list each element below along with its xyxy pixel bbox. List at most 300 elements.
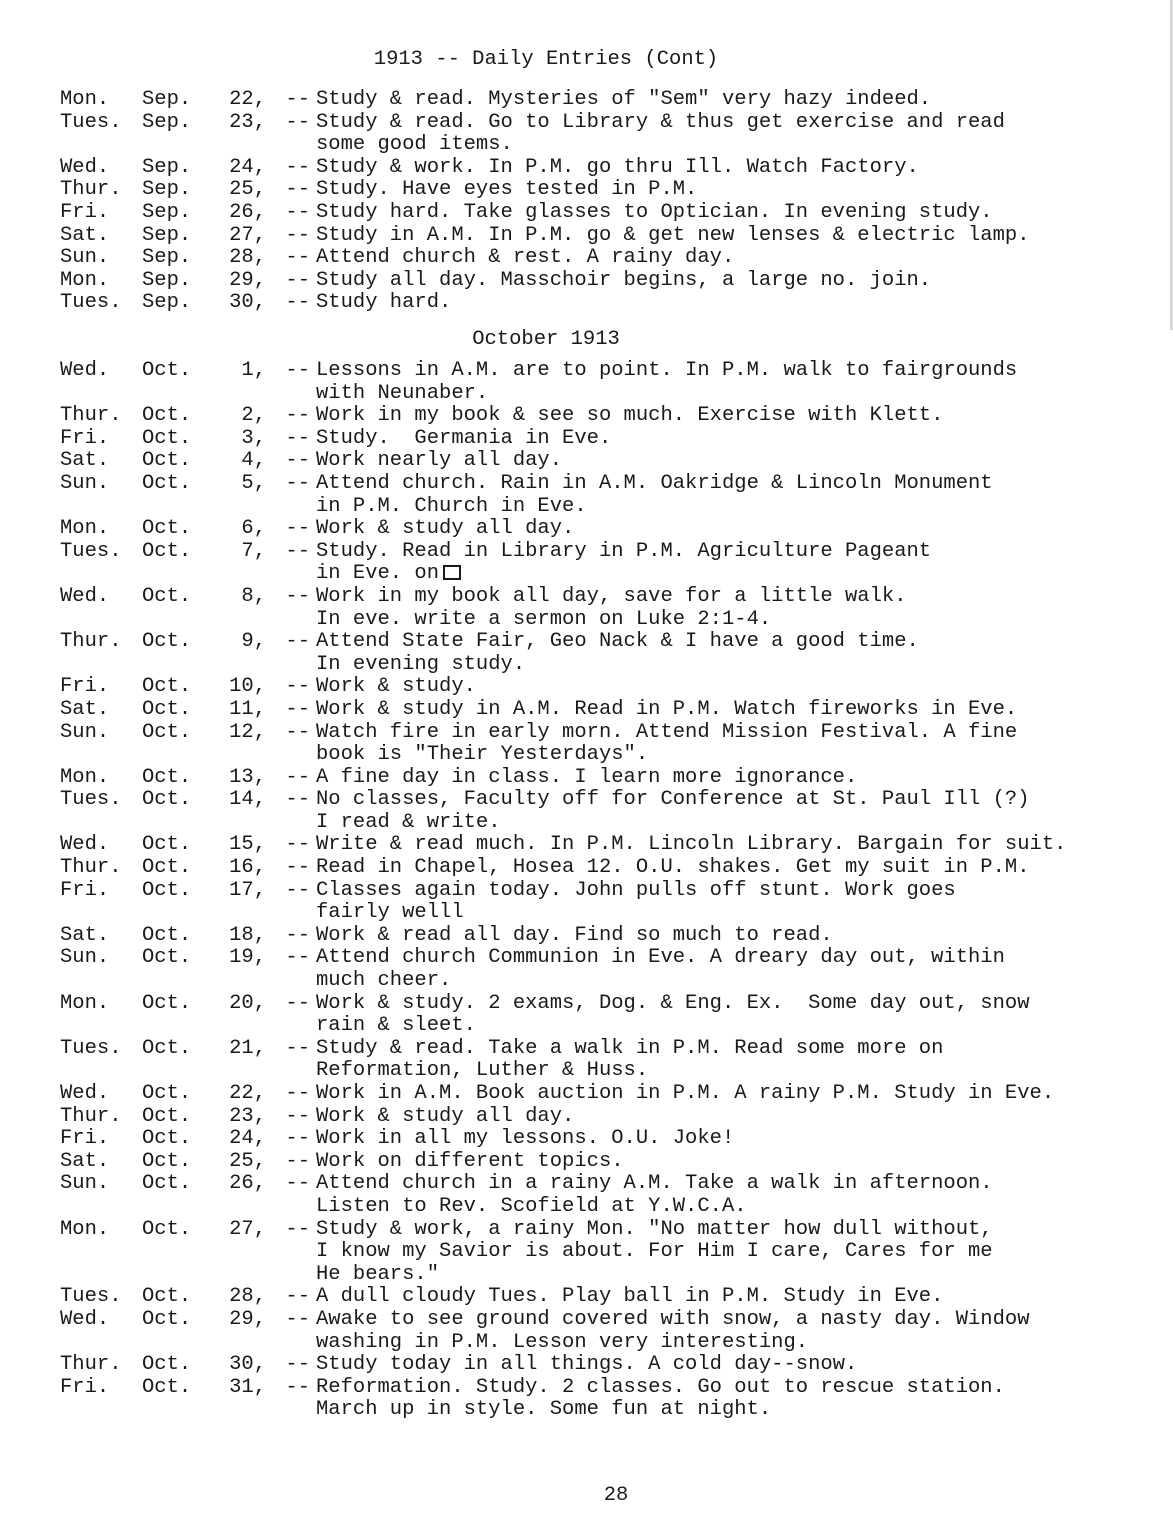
- entry-weekday: Tues.: [60, 1036, 122, 1060]
- entry-line: [316, 1332, 1160, 1355]
- entry-text: [316, 1286, 1160, 1309]
- entry-weekday: Wed.: [60, 833, 110, 857]
- entry-line: [316, 744, 1160, 767]
- entry-weekday: Sun.: [60, 1172, 110, 1196]
- entry-line: [316, 89, 1160, 112]
- entry-line: [316, 631, 1160, 654]
- entry-line: [316, 1106, 1160, 1129]
- diary-entry: [60, 857, 1160, 880]
- entry-weekday: Mon.: [60, 268, 110, 292]
- entry-date: 4,: [241, 449, 266, 473]
- diary-entry: [60, 993, 1160, 1038]
- diary-entry: [60, 518, 1160, 541]
- entry-text: [316, 699, 1160, 722]
- entry-separator: --: [285, 1353, 310, 1377]
- entry-month: Oct.: [142, 1375, 192, 1399]
- entry-line: [316, 157, 1160, 180]
- diary-entry: [60, 1038, 1160, 1083]
- entry-weekday: Mon.: [60, 765, 110, 789]
- entry-weekday: Thur.: [60, 1104, 122, 1128]
- entry-text: [316, 925, 1160, 948]
- diary-entry: [60, 541, 1160, 586]
- entry-month: Oct.: [142, 584, 192, 608]
- diary-entry: [60, 360, 1160, 405]
- entry-line: [316, 1128, 1160, 1151]
- entry-line-text: washing in P.M. Lesson very interesting.: [316, 1330, 809, 1354]
- entry-month: Sep.: [142, 200, 192, 224]
- entry-separator: --: [285, 833, 310, 857]
- september-entries: [60, 89, 1160, 315]
- entry-line-text: Work in my book & see so much. Exercise with Klett.: [316, 404, 944, 428]
- diary-entry: [60, 112, 1160, 157]
- entry-line: [316, 880, 1160, 903]
- entry-line-text: rain & sleet.: [316, 1014, 476, 1038]
- entry-line-text: Study & work, a rainy Mon. "No matter how dull without,: [316, 1217, 993, 1241]
- diary-entry: [60, 676, 1160, 699]
- entry-line: [316, 1083, 1160, 1106]
- entry-line: [316, 722, 1160, 745]
- entry-text: [316, 450, 1160, 473]
- entry-weekday: Fri.: [60, 675, 110, 699]
- entry-month: Oct.: [142, 1172, 192, 1196]
- entry-separator: --: [285, 223, 310, 247]
- entry-line: [316, 1264, 1160, 1287]
- page-heading: 1913 -- Daily Entries (Cont): [373, 48, 719, 71]
- entry-separator: --: [285, 291, 310, 315]
- entry-line: [316, 654, 1160, 677]
- entry-date: 9,: [241, 630, 266, 654]
- entry-month: Oct.: [142, 630, 192, 654]
- entry-weekday: Wed.: [60, 359, 110, 382]
- entry-text: [316, 993, 1160, 1038]
- entry-separator: --: [285, 1217, 310, 1241]
- entry-line: [316, 541, 1160, 564]
- diary-entry: [60, 270, 1160, 293]
- entry-line-text: in P.M. Church in Eve.: [316, 494, 587, 518]
- entry-separator: --: [285, 697, 310, 721]
- entry-separator: --: [285, 630, 310, 654]
- entry-line-text: Study. Have eyes tested in P.M.: [316, 178, 698, 202]
- entry-separator: --: [285, 584, 310, 608]
- entry-month: Oct.: [142, 1036, 192, 1060]
- diary-entry: [60, 1286, 1160, 1309]
- diary-entry: [60, 767, 1160, 790]
- entry-weekday: Mon.: [60, 991, 110, 1015]
- entry-text: [316, 1377, 1160, 1422]
- entry-line-text: In evening study.: [316, 652, 526, 676]
- entry-text: [316, 834, 1160, 857]
- diary-entry: [60, 699, 1160, 722]
- entry-line-text: Study in A.M. In P.M. go & get new lenses & electric lamp.: [316, 223, 1030, 247]
- entry-text: [316, 247, 1160, 270]
- diary-entry: [60, 1173, 1160, 1218]
- entry-line: [316, 383, 1160, 406]
- entry-month: Oct.: [142, 856, 192, 880]
- entry-separator: --: [285, 517, 310, 541]
- entry-date: 5,: [241, 471, 266, 495]
- entry-weekday: Fri.: [60, 1375, 110, 1399]
- entry-line: [316, 360, 1160, 383]
- entry-line-text: in Eve. on: [316, 562, 440, 586]
- entry-line-text: Work & study in A.M. Read in P.M. Watch fireworks in Eve.: [316, 697, 1018, 721]
- diary-entry: [60, 1309, 1160, 1354]
- entry-separator: --: [285, 1127, 310, 1151]
- entry-line-text: He bears.": [316, 1262, 440, 1286]
- entry-date: 30,: [229, 291, 266, 315]
- entry-line: [316, 134, 1160, 157]
- entry-text: [316, 225, 1160, 248]
- hand-drawn-box-icon: [443, 565, 461, 580]
- entry-text: [316, 586, 1160, 631]
- entry-date: 18,: [229, 923, 266, 947]
- entry-weekday: Wed.: [60, 155, 110, 179]
- diary-entry: [60, 428, 1160, 451]
- entry-month: Sep.: [142, 155, 192, 179]
- entry-separator: --: [285, 1082, 310, 1105]
- entry-line-text: Study. Read in Library in P.M. Agriculture Pageant: [316, 539, 932, 563]
- entry-line: [316, 450, 1160, 473]
- entry-weekday: Thur.: [60, 1353, 122, 1377]
- entry-line-text: Work in all my lessons. O.U. Joke!: [316, 1127, 735, 1151]
- entry-line: [316, 428, 1160, 451]
- entry-line-text: Study & work. In P.M. go thru Ill. Watch Factory.: [316, 155, 919, 179]
- entry-line: [316, 1015, 1160, 1038]
- entry-weekday: Sun.: [60, 720, 110, 744]
- diary-entry: [60, 586, 1160, 631]
- diary-entry: [60, 722, 1160, 767]
- entry-text: [316, 428, 1160, 451]
- entry-line-text: Work on different topics.: [316, 1149, 624, 1173]
- entry-line: [316, 834, 1160, 857]
- entry-month: Oct.: [142, 833, 192, 857]
- entry-line-text: Attend State Fair, Geo Nack & I have a good time.: [316, 630, 919, 654]
- entry-line: [316, 270, 1160, 293]
- entry-line: [316, 1399, 1160, 1422]
- october-entries: [60, 360, 1160, 1422]
- entry-date: 26,: [229, 200, 266, 224]
- entry-line: [316, 902, 1160, 925]
- entry-line: [316, 202, 1160, 225]
- entry-date: 30,: [229, 1353, 266, 1377]
- entry-weekday: Tues.: [60, 291, 122, 315]
- entry-line-text: book is "Their Yesterdays".: [316, 743, 649, 767]
- entry-separator: --: [285, 268, 310, 292]
- entry-weekday: Sun.: [60, 946, 110, 970]
- entry-line: [316, 1038, 1160, 1061]
- entry-line: [316, 925, 1160, 948]
- diary-entry: [60, 179, 1160, 202]
- entry-month: Oct.: [142, 426, 192, 450]
- entry-text: [316, 880, 1160, 925]
- entry-line-text: A fine day in class. I learn more ignorance.: [316, 765, 858, 789]
- entry-month: Oct.: [142, 1104, 192, 1128]
- diary-entry: [60, 1377, 1160, 1422]
- entry-line: [316, 518, 1160, 541]
- entry-line: [316, 1354, 1160, 1377]
- entry-date: 20,: [229, 991, 266, 1015]
- entry-text: [316, 1038, 1160, 1083]
- entry-separator: --: [285, 178, 310, 202]
- entry-line-text: Write & read much. In P.M. Lincoln Library. Bargain for suit.: [316, 833, 1067, 857]
- entry-line: [316, 292, 1160, 315]
- entry-text: [316, 947, 1160, 992]
- entry-text: [316, 857, 1160, 880]
- entry-line-text: Work & study.: [316, 675, 476, 699]
- entry-line: [316, 247, 1160, 270]
- entry-line-text: Study hard. Take glasses to Optician. In evening study.: [316, 200, 993, 224]
- entry-line: [316, 1241, 1160, 1264]
- entry-date: 25,: [229, 178, 266, 202]
- diary-entry: [60, 247, 1160, 270]
- entry-line-text: Work & study. 2 exams, Dog. & Eng. Ex. Some day out, snow: [316, 991, 1030, 1015]
- entry-line-text: Work nearly all day.: [316, 449, 563, 473]
- entry-line: [316, 767, 1160, 790]
- entry-line-text: Attend church in a rainy A.M. Take a walk in afternoon.: [316, 1172, 993, 1196]
- entry-line-text: Work in A.M. Book auction in P.M. A rainy P.M. Study in Eve.: [316, 1082, 1055, 1105]
- entry-line-text: I read & write.: [316, 810, 501, 834]
- entry-line: [316, 586, 1160, 609]
- entry-line-text: Attend church & rest. A rainy day.: [316, 246, 735, 270]
- entry-month: Oct.: [142, 471, 192, 495]
- entry-text: [316, 1219, 1160, 1287]
- entry-separator: --: [285, 788, 310, 812]
- entry-line: [316, 812, 1160, 835]
- entry-weekday: Sat.: [60, 449, 110, 473]
- entry-separator: --: [285, 991, 310, 1015]
- entry-line: [316, 1196, 1160, 1219]
- entry-month: Oct.: [142, 720, 192, 744]
- entry-line: [316, 1219, 1160, 1242]
- entry-month: Oct.: [142, 675, 192, 699]
- entry-text: [316, 360, 1160, 405]
- entry-date: 23,: [229, 110, 266, 134]
- entry-date: 17,: [229, 878, 266, 902]
- entry-weekday: Thur.: [60, 630, 122, 654]
- diary-entry: [60, 89, 1160, 112]
- entry-date: 22,: [229, 88, 266, 111]
- entry-line-text: Reformation. Study. 2 classes. Go out to rescue station.: [316, 1375, 1005, 1399]
- entry-date: 1,: [241, 359, 266, 382]
- entry-line: [316, 699, 1160, 722]
- entry-separator: --: [285, 675, 310, 699]
- entry-weekday: Thur.: [60, 178, 122, 202]
- entry-line-text: March up in style. Some fun at night.: [316, 1398, 772, 1422]
- entry-line: [316, 947, 1160, 970]
- entry-month: Oct.: [142, 878, 192, 902]
- entry-text: [316, 270, 1160, 293]
- entry-line: [316, 993, 1160, 1016]
- entry-text: [316, 1151, 1160, 1174]
- entry-line: [316, 473, 1160, 496]
- entry-month: Oct.: [142, 359, 192, 382]
- entry-month: Sep.: [142, 291, 192, 315]
- entry-month: Oct.: [142, 765, 192, 789]
- entry-date: 28,: [229, 1285, 266, 1309]
- entry-weekday: Wed.: [60, 1082, 110, 1105]
- entry-line-text: Study & read. Mysteries of "Sem" very hazy indeed.: [316, 88, 932, 111]
- entry-line-text: Study hard.: [316, 291, 452, 315]
- entry-line-text: In eve. write a sermon on Luke 2:1-4.: [316, 607, 772, 631]
- entry-text: [316, 518, 1160, 541]
- diary-entry: [60, 789, 1160, 834]
- diary-entry: [60, 1128, 1160, 1151]
- entry-separator: --: [285, 539, 310, 563]
- entry-month: Oct.: [142, 1082, 192, 1105]
- entry-line-text: Attend church Communion in Eve. A dreary day out, within: [316, 946, 1005, 970]
- entry-month: Oct.: [142, 1217, 192, 1241]
- entry-line-text: Work in my book all day, save for a little walk.: [316, 584, 907, 608]
- diary-entry: [60, 1106, 1160, 1129]
- entry-text: [316, 1128, 1160, 1151]
- entry-month: Oct.: [142, 1149, 192, 1173]
- entry-weekday: Fri.: [60, 426, 110, 450]
- entry-separator: --: [285, 359, 310, 382]
- entry-separator: --: [285, 946, 310, 970]
- entry-date: 19,: [229, 946, 266, 970]
- entry-date: 16,: [229, 856, 266, 880]
- entry-separator: --: [285, 404, 310, 428]
- diary-entry: [60, 834, 1160, 857]
- diary-entry: [60, 292, 1160, 315]
- entry-date: 21,: [229, 1036, 266, 1060]
- entry-separator: --: [285, 856, 310, 880]
- entry-month: Sep.: [142, 268, 192, 292]
- entry-weekday: Sat.: [60, 1149, 110, 1173]
- entry-text: [316, 631, 1160, 676]
- entry-weekday: Mon.: [60, 88, 110, 111]
- entry-date: 25,: [229, 1149, 266, 1173]
- entry-separator: --: [285, 426, 310, 450]
- entry-month: Oct.: [142, 517, 192, 541]
- entry-date: 8,: [241, 584, 266, 608]
- entry-weekday: Tues.: [60, 110, 122, 134]
- entry-line-text: Study all day. Masschoir begins, a large no. join.: [316, 268, 932, 292]
- entry-line-text: No classes, Faculty off for Conference at St. Paul Ill (?): [316, 788, 1030, 812]
- entry-weekday: Tues.: [60, 1285, 122, 1309]
- entry-line: [316, 1286, 1160, 1309]
- entry-weekday: Sat.: [60, 223, 110, 247]
- entry-month: Oct.: [142, 1127, 192, 1151]
- entry-date: 14,: [229, 788, 266, 812]
- entry-month: Oct.: [142, 697, 192, 721]
- entry-text: [316, 202, 1160, 225]
- october-heading: October 1913: [472, 328, 620, 351]
- diary-entry: [60, 225, 1160, 248]
- entry-date: 15,: [229, 833, 266, 857]
- entry-date: 3,: [241, 426, 266, 450]
- diary-entry: [60, 631, 1160, 676]
- entry-separator: --: [285, 471, 310, 495]
- entry-date: 12,: [229, 720, 266, 744]
- entry-line-text: fairly welll: [316, 901, 464, 925]
- entry-weekday: Thur.: [60, 856, 122, 880]
- entry-text: [316, 473, 1160, 518]
- entry-weekday: Sun.: [60, 471, 110, 495]
- entry-date: 24,: [229, 155, 266, 179]
- entry-line-text: Work & study all day.: [316, 1104, 575, 1128]
- entry-separator: --: [285, 246, 310, 270]
- entry-line-text: Study & read. Go to Library & thus get exercise and read: [316, 110, 1005, 134]
- entry-line-text: I know my Savior is about. For Him I care, Cares for me: [316, 1240, 993, 1264]
- entry-line: [316, 179, 1160, 202]
- entry-separator: --: [285, 1036, 310, 1060]
- entry-line-text: Watch fire in early morn. Attend Mission Festival. A fine: [316, 720, 1018, 744]
- entry-month: Sep.: [142, 223, 192, 247]
- entry-date: 24,: [229, 1127, 266, 1151]
- entry-month: Oct.: [142, 1285, 192, 1309]
- entry-separator: --: [285, 1172, 310, 1196]
- entry-month: Oct.: [142, 1353, 192, 1377]
- diary-entry: [60, 473, 1160, 518]
- entry-date: 7,: [241, 539, 266, 563]
- entry-month: Sep.: [142, 110, 192, 134]
- diary-entry: [60, 1219, 1160, 1287]
- entry-separator: --: [285, 1149, 310, 1173]
- entry-line-text: with Neunaber.: [316, 381, 489, 405]
- entry-date: 27,: [229, 1217, 266, 1241]
- entry-weekday: Tues.: [60, 788, 122, 812]
- entry-text: [316, 676, 1160, 699]
- entry-line: [316, 676, 1160, 699]
- entry-weekday: Wed.: [60, 1307, 110, 1331]
- entry-text: [316, 767, 1160, 790]
- entry-month: Oct.: [142, 788, 192, 812]
- entry-date: 6,: [241, 517, 266, 541]
- entry-text: [316, 112, 1160, 157]
- entry-line-text: Study & read. Take a walk in P.M. Read some more on: [316, 1036, 944, 1060]
- entry-month: Oct.: [142, 923, 192, 947]
- entry-separator: --: [285, 110, 310, 134]
- entry-month: Oct.: [142, 449, 192, 473]
- entry-date: 29,: [229, 268, 266, 292]
- entry-weekday: Fri.: [60, 1127, 110, 1151]
- entry-separator: --: [285, 1375, 310, 1399]
- entry-line-text: much cheer.: [316, 969, 452, 993]
- entry-text: [316, 292, 1160, 315]
- entry-month: Oct.: [142, 1307, 192, 1331]
- entry-weekday: Sun.: [60, 246, 110, 270]
- diary-entry: [60, 450, 1160, 473]
- entry-line: [316, 609, 1160, 632]
- entry-line: [316, 1151, 1160, 1174]
- diary-entry: [60, 157, 1160, 180]
- entry-line: [316, 225, 1160, 248]
- entry-line-text: A dull cloudy Tues. Play ball in P.M. Study in Eve.: [316, 1285, 944, 1309]
- entry-date: 22,: [229, 1082, 266, 1105]
- entry-separator: --: [285, 878, 310, 902]
- entry-line: [316, 857, 1160, 880]
- entry-line-text: Read in Chapel, Hosea 12. O.U. shakes. Get my suit in P.M.: [316, 856, 1030, 880]
- entry-weekday: Mon.: [60, 517, 110, 541]
- entry-weekday: Sat.: [60, 923, 110, 947]
- diary-entry: [60, 880, 1160, 925]
- entry-date: 2,: [241, 404, 266, 428]
- entry-month: Oct.: [142, 404, 192, 428]
- entry-weekday: Fri.: [60, 200, 110, 224]
- entry-weekday: Fri.: [60, 878, 110, 902]
- entry-month: Sep.: [142, 88, 192, 111]
- entry-text: [316, 157, 1160, 180]
- entry-line-text: Work & study all day.: [316, 517, 575, 541]
- entry-text: [316, 789, 1160, 834]
- entry-line-text: Attend church. Rain in A.M. Oakridge & Lincoln Monument: [316, 471, 993, 495]
- diary-entry: [60, 405, 1160, 428]
- entry-line: [316, 1060, 1160, 1083]
- diary-entry: [60, 1083, 1160, 1106]
- entry-date: 13,: [229, 765, 266, 789]
- entry-date: 28,: [229, 246, 266, 270]
- entry-line-text: Classes again today. John pulls off stunt. Work goes: [316, 878, 956, 902]
